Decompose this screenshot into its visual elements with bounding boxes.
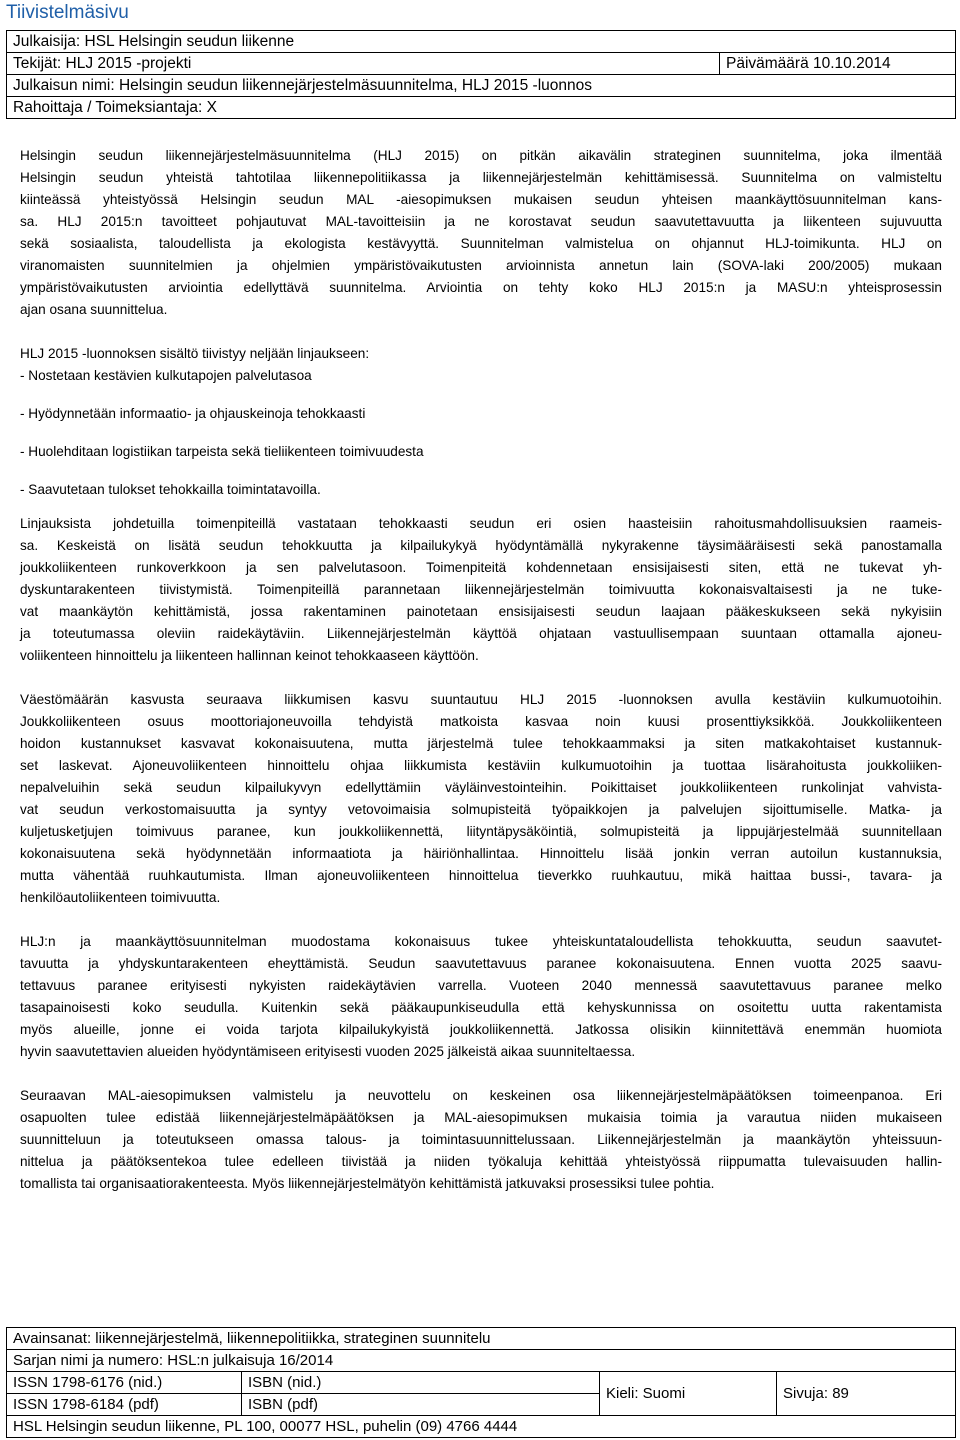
text-line: voliikenteen hinnoittelu ja liikenteen hallinnan keinot tehokkaaseen käyttöön. [20,648,479,663]
isbn-pdf: ISBN (pdf) [242,1394,600,1416]
issn-pdf: ISSN 1798-6184 (pdf) [7,1394,242,1416]
contact-info: HSL Helsingin seudun liikenne, PL 100, 00077 HSL, puhelin (09) 4766 4444 [7,1416,956,1438]
text-line: kuljetusketjujen toimivuus paranee, kun joukkoliikennettä, liityntäpysäköintiä, solmupisteitä ja lippujärjestelmää suunnitellaan [20,824,942,839]
text-line: tomallista tai organisaatiorakenteesta. Myös liikennejärjestelmätyön kehittämistä jatkuvaksi prosessiksi tulee pohtia. [20,1176,715,1191]
list-item: - Hyödynnetään informaatio- ja ohjauskeinoja tehokkaasti [20,406,366,421]
policy-list [20,365,942,501]
text-line: nittelua ja päätöksentekoa tulee edelleen tiivistää ja niiden työkaluja kehittää yhteistyössä riippumatta tulevaisuuden hallin- [20,1154,942,1169]
text-line: viranomaisten suunnitelmien ja ohjelmien ympäristövaikutusten arvioinnista annetun lain (SOVA-laki 200/2005) mukaan [20,258,942,273]
text-line: Seuraavan MAL-aiesopimuksen valmistelu ja neuvottelu on keskeinen osa liikennejärjestelmäpäätöksen toimeenpanoa. Eri [20,1088,942,1103]
isbn-print: ISBN (nid.) [242,1372,600,1394]
text-line: tasapainoisesti koko seudulla. Kuitenkin sekä pääkaupunkiseudulla että kehyskunnissa on osoitettu uutta rakentamista [20,1000,942,1015]
list-item: - Saavutetaan tulokset tehokkailla toimintatavoilla. [20,482,321,497]
issn-print: ISSN 1798-6176 (nid.) [7,1372,242,1394]
text-line: tettavuus paranee erityisesti nykyisten raidekäytävien varrella. Vuoteen 2040 mennessä saavutettavuus paranee melko [20,978,942,993]
publication-name: Julkaisun nimi: Helsingin seudun liikennejärjestelmäsuunnitelma, HLJ 2015 -luonnos [7,75,956,97]
list-item: - Nostetaan kestävien kulkutapojen palvelutasoa [20,368,312,383]
list-item: - Huolehditaan logistiikan tarpeista sekä tieliikenteen toimivuudesta [20,444,424,459]
text-line: sekä sosiaalista, taloudellista ja ekologista kestävyyttä. Suunnitelman valmistelua on ohjannut HLJ-toimikunta. HLJ on [20,236,942,251]
text-line: joukkoliikenteen runkoverkkoon ja sen palvelutasoon. Toimenpiteitä kohdennetaan ensisijaisesti siten, että ne tukevat yh- [20,560,942,575]
text-line: ja toteutumassa oleviin raidekäytäviin. Liikennejärjestelmän käyttöä ohjataan vastuullisempaan suuntaan ottamalla ajoneu- [20,626,942,641]
list-intro: HLJ 2015 -luonnoksen sisältö tiivistyy neljään linjaukseen: [20,346,370,361]
text-line: hoidon kustannukset kasvavat kokonaisuutena, mutta järjestelmä tulee tehokkaammaksi ja siten matkakohtaiset kustannuk- [20,736,942,751]
paragraph-1 [20,145,942,321]
text-line: mutta vähentää ruuhkautumista. Ilman ajoneuvoliikenteen hinnoittelua tieverkko ruuhkautuu, mikä haittaa bussi-, tavara- ja [20,868,942,883]
text-line: kokonaisuutena sekä hyödynnetään informaatiota ja häiriönhallintaa. Hinnoittelu lisää jonkin verran autoilun kustannuksia, [20,846,942,861]
text-line: Joukkoliikenteen osuus moottoriajoneuvoilla tehdyistä matkoista kasvaa noin kuusi prosenttiyksikköä. Joukkoliikenteen [20,714,942,729]
page-count: Sivuja: 89 [777,1372,956,1416]
series: Sarjan nimi ja numero: HSL:n julkaisuja 16/2014 [7,1350,956,1372]
text-line: ajan osana suunnittelua. [20,302,168,317]
paragraph-4 [20,931,942,1063]
publication-date: Päivämäärä 10.10.2014 [720,53,956,75]
text-line: kiinteässä yhteistyössä Helsingin seudun MAL -aiesopimuksen mukaisen seudun yhteisen maankäyttösuunnitelman kans- [20,192,942,207]
text-line: Helsingin seudun liikennejärjestelmäsuunnitelma (HLJ 2015) on pitkän aikavälin strateginen suunnitelma, joka ilmentää [20,148,942,163]
text-line: sa. Keskeistä on lisätä seudun tehokkuutta ja kilpailukykyä hyödyntämällä nykyrakenne täysimääräisesti sekä panostamalla [20,538,942,553]
funder: Rahoittaja / Toimeksiantaja: X [7,97,956,119]
text-line: sa. HLJ 2015:n tavoitteet pohjautuvat MAL-tavoitteisiin ja ne korostavat seudun saavutettavuutta ja liikenteen sujuvuutta [20,214,942,229]
text-line: henkilöautoliikenteen toimivuutta. [20,890,221,905]
publisher: Julkaisija: HSL Helsingin seudun liikenne [7,31,956,53]
text-line: myös alueille, jonne ei voida tarjota kilpailukykyistä joukkoliikennettä. Jatkossa olisikin kiinnitettävä enemmän huomiota [20,1022,942,1037]
text-line: hyvin saavutettavien alueiden hyödyntämiseen erityisesti vuoden 2025 jälkeistä aikaa suunniteltaessa. [20,1044,636,1059]
text-line: osapuolten tulee edistää liikennejärjestelmäpäätöksen ja MAL-aiesopimuksen mukaisia toimia ja varautua niiden mukaiseen [20,1110,942,1125]
footer-info-table [6,1327,956,1438]
text-line: HLJ:n ja maankäyttösuunnitelman muodostama kokonaisuus tukee yhteiskuntataloudellista tehokkuutta, seudun saavutet- [20,934,942,949]
publication-info-table [6,30,956,119]
paragraph-3 [20,689,942,909]
keywords: Avainsanat: liikennejärjestelmä, liikennepolitiikka, strateginen suunnitelu [7,1328,956,1350]
text-line: suunnitteluun ja toteutukseen omassa talous- ja toimintasuunnittelussaan. Liikennejärjestelmän ja maankäytön yhteissuun- [20,1132,942,1147]
page-title: Tiivistelmäsivu [6,2,129,23]
abstract-body [20,145,942,1195]
text-line: dyskuntarakenteen tiivistymistä. Toimenpiteillä parannetaan liikennejärjestelmän toimivuutta kokonaisvaltaisesti ja ne tuke- [20,582,942,597]
paragraph-5 [20,1085,942,1195]
paragraph-2 [20,513,942,667]
text-line: ympäristövaikutusten arviointia edellyttävä suunnitelma. Arviointia on tehty koko HLJ 2015:n ja MASU:n yhteisprosessin [20,280,942,295]
authors: Tekijät: HLJ 2015 -projekti [7,53,720,75]
text-line: vat seudun verkostomaisuutta ja syntyy vetovoimaisia solmupisteitä työpaikkojen ja palvelujen sijoittumiselle. Matka- ja [20,802,942,817]
text-line: set laskevat. Ajoneuvoliikenteen hinnoittelu ohjaa liikkumista kestäviin kulkumuotoihin ja tuottaa lisärahoitusta joukkoliiken- [20,758,942,773]
language: Kieli: Suomi [600,1372,777,1416]
text-line: nepalveluihin sekä seudun kilpailukyvyn edellyttämiin väyläinvestointeihin. Poikittaiset joukkoliikenteen runkolinjat vahvista- [20,780,942,795]
text-line: Helsingin seudun yhteistä tahtotilaa liikennepolitiikassa ja liikennejärjestelmän kehittämisessä. Suunnitelma on valmisteltu [20,170,942,185]
text-line: vat maankäytön kehittämistä, jossa rakentaminen painotetaan ensisijaisesti seudun laajaan pääkeskukseen sekä nykyisiin [20,604,942,619]
text-line: tavuutta ja yhdyskuntarakenteen eheyttämistä. Seudun saavutettavuus paranee kokonaisuutena. Ennen vuotta 2025 saavu- [20,956,942,971]
text-line: Linjauksista johdetuilla toimenpiteillä vastataan tehokkaasti seudun eri osien haasteisiin rahoitusmahdollisuuksien raameis- [20,516,942,531]
text-line: Väestömäärän kasvusta seuraava liikkumisen kasvu suuntautuu HLJ 2015 -luonnoksen avulla kestäviin kulkumuotoihin. [20,692,942,707]
